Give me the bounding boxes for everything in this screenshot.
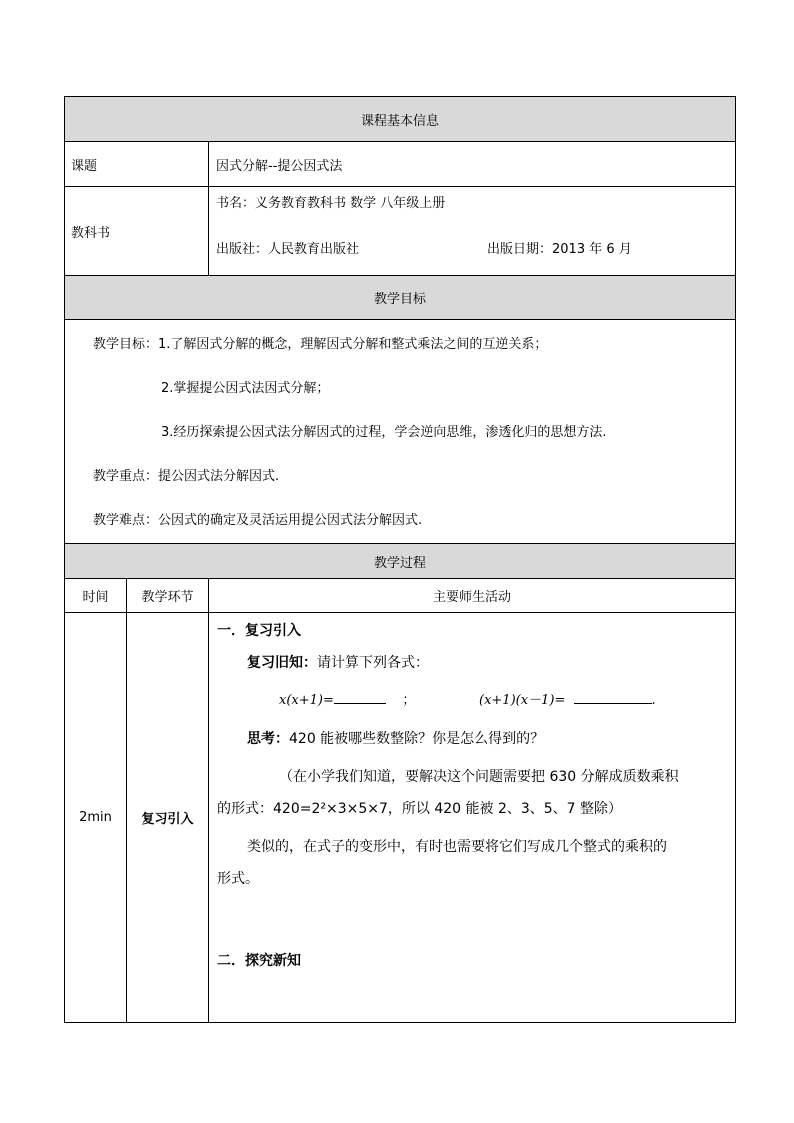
col-activity-header: 主要师生活动 xyxy=(209,579,736,613)
review-line xyxy=(209,647,735,679)
col-time-header: 时间 xyxy=(65,579,127,613)
topic-value: 因式分解--提公因式法 xyxy=(209,142,736,187)
para2-line-b: 形式。 xyxy=(217,871,259,887)
topic-label: 课题 xyxy=(65,142,209,187)
time-cell: 2min xyxy=(65,613,127,1023)
section1-title: 一．复习引入 xyxy=(217,623,301,639)
publish-date: 出版日期：2013 年 6 月 xyxy=(487,241,632,257)
goals-line-1: 教学目标：1.了解因式分解的概念，理解因式分解和整式乘法之间的互逆关系； xyxy=(93,336,548,352)
formula1-group xyxy=(279,685,479,717)
think-line xyxy=(209,723,735,755)
course-info-header: 课程基本信息 xyxy=(65,97,736,142)
formula2-blank[interactable] xyxy=(574,691,652,704)
formula-line xyxy=(209,685,735,717)
difficulty: 教学难点：公因式的确定及灵活运用提公因式法分解因式. xyxy=(93,512,423,528)
formula2-group xyxy=(479,685,656,717)
formula2-end: . xyxy=(651,693,656,708)
publisher-row xyxy=(216,225,735,269)
review-label: 复习旧知： xyxy=(247,655,317,671)
goals-line-2: 2.掌握提公因式法因式分解； xyxy=(161,380,330,396)
book-name: 书名：义务教育教科书 数学 八年级上册 xyxy=(216,196,446,211)
objectives-body xyxy=(65,320,736,544)
stage-cell: 复习引入 xyxy=(127,613,209,1023)
para1-line-b: 的形式：420=2²×3×5×7，所以 420 能被 2、3、5、7 整除） xyxy=(217,801,623,817)
goals-line-3: 3.经历探索提公因式法分解因式的过程，学会逆向思维，渗透化归的思想方法. xyxy=(161,424,607,440)
objectives-header: 教学目标 xyxy=(65,276,736,320)
textbook-info xyxy=(209,187,736,276)
review-text: 请计算下列各式： xyxy=(317,655,429,671)
formula1: x(x+1)= xyxy=(279,693,334,708)
formula2: (x+1)(x－1)= xyxy=(479,693,566,708)
key-point: 教学重点：提公因式法分解因式. xyxy=(93,468,280,484)
section2-title: 二．探究新知 xyxy=(217,953,301,969)
para2-line-a: 类似的，在式子的变形中，有时也需要将它们写成几个整式的乘积的 xyxy=(247,839,667,855)
lesson-plan-table xyxy=(64,96,736,1023)
process-header: 教学过程 xyxy=(65,544,736,579)
publisher: 出版社：人民教育出版社 xyxy=(216,241,360,257)
think-label: 思考： xyxy=(247,731,289,747)
para1-line-a: （在小学我们知道，要解决这个问题需要把 630 分解成质数乘积 xyxy=(279,769,679,785)
col-stage-header: 教学环节 xyxy=(127,579,209,613)
think-text: 420 能被哪些数整除？你是怎么得到的？ xyxy=(289,731,545,747)
formula1-end: ； xyxy=(402,693,416,708)
activity-cell xyxy=(209,613,736,1023)
formula1-blank[interactable] xyxy=(334,691,386,704)
textbook-label: 教科书 xyxy=(65,187,209,276)
